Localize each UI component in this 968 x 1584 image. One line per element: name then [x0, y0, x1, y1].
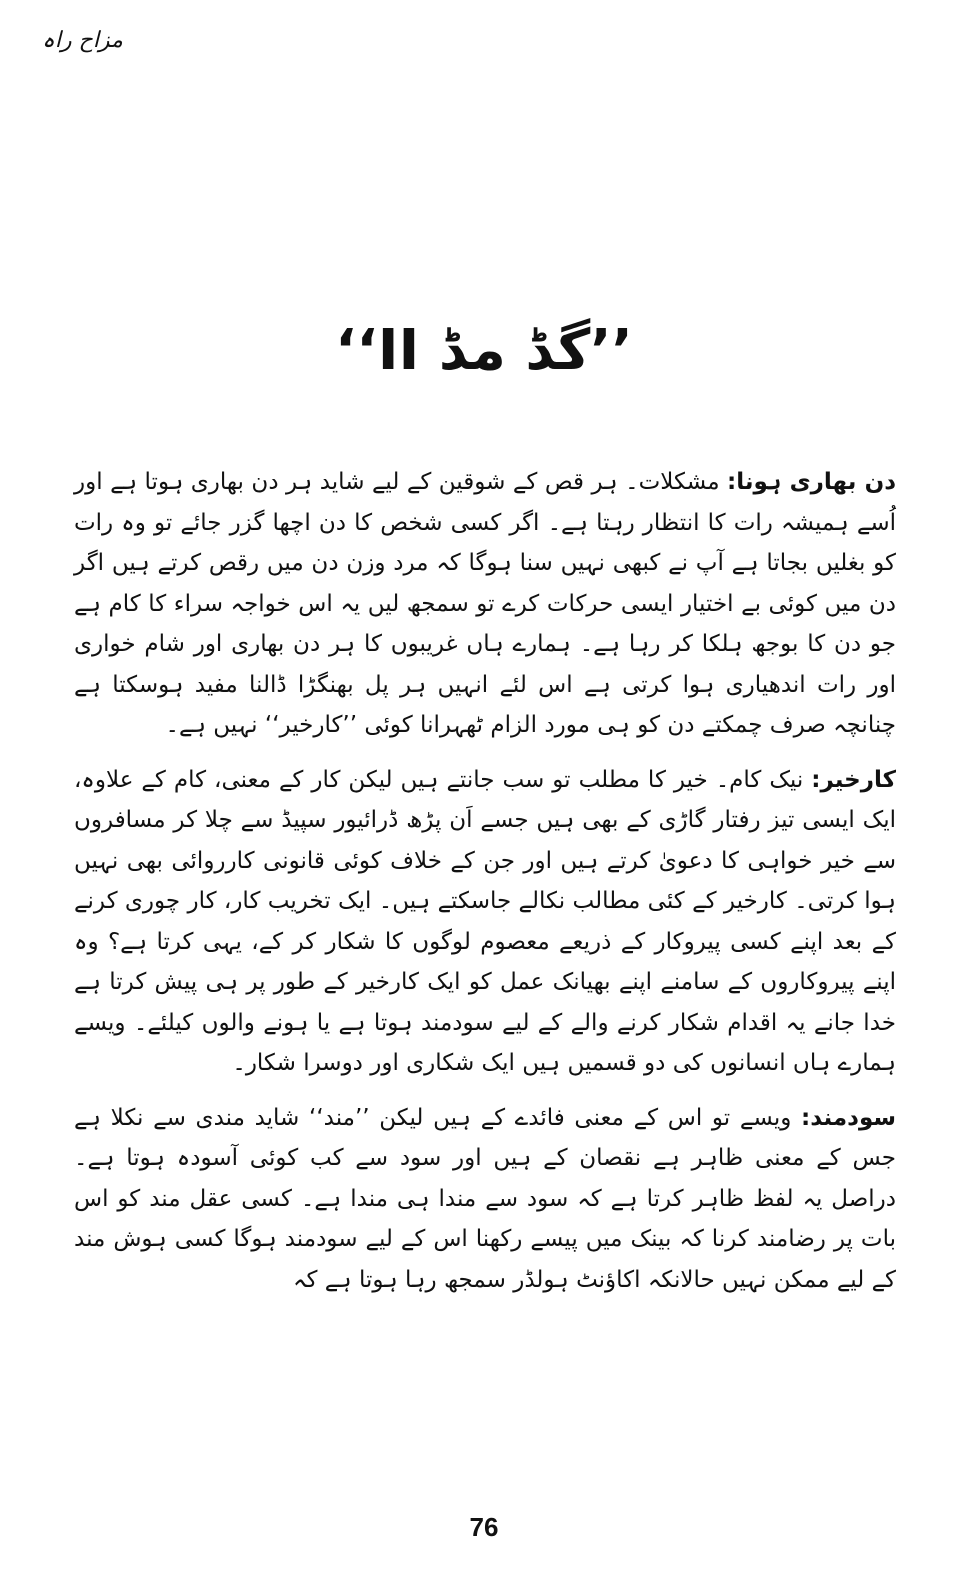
entry-text: مشکلات۔ ہر قص کے شوقین کے لیے شاید ہر دن بھاری ہوتا ہے اور اُسے ہمیشہ رات کا انتظار رہتا ہے۔ اگر کسی شخص کا دن اچھا گزر جائے تو وہ رات کو بغلیں بجاتا ہے آپ نے کبھی نہیں سنا ہوگا کہ مرد وزن دن میں رقص کرتے ہیں اگر دن میں کوئی بے اختیار ایسی حرکات کرے تو سمجھ لیں یہ اس خواجہ سراء کا کام ہے جو دن کا بوجھ ہلکا کر رہا ہے۔ ہمارے ہاں غریبوں کا ہر دن بھاری اور شام خواری اور رات اندھیاری ہوا کرتی ہے اس لئے انہیں ہر پل بھنگڑا ڈالنا مفید ہوسکتا ہے چنانچہ صرف چمکتے دن کو ہی مورد الزام ٹھہرانا کوئی ’’کارخیر‘‘ نہیں ہے۔ — [74, 469, 896, 738]
entry-term: سودمند: — [801, 1104, 897, 1131]
entry-text: ویسے تو اس کے معنی فائدے کے ہیں لیکن ’’مند‘‘ شاید مندی سے نکلا ہے جس کے معنی ظاہر ہے نقصان کے ہیں اور سود سے کب کوئی آسودہ ہوتا ہے۔ دراصل یہ لفظ ظاہر کرتا ہے کہ سود سے مندا ہی مندا ہے۔ کسی عقل مند کو اس بات پر رضامند کرنا کہ بینک میں پیسے رکھنا اس کے لیے سودمند ہوگا کسی ہوش مند کے لیے ممکن نہیں حالانکہ اکاؤنٹ ہولڈر سمجھ رہا ہوتا ہے کہ — [74, 1104, 896, 1293]
paragraph — [74, 462, 896, 746]
running-head: مزاح راہ — [42, 28, 123, 53]
paragraph — [74, 760, 896, 1084]
paragraph — [74, 1098, 896, 1301]
entry-term: دن بھاری ہونا: — [727, 469, 897, 495]
page-number: 76 — [469, 1512, 499, 1542]
body-text — [74, 462, 896, 1314]
entry-term: کارخیر: — [811, 766, 896, 793]
chapter-title: ’’گڈ مڈ II‘‘ — [335, 318, 633, 383]
entry-text: نیک کام۔ خیر کا مطلب تو سب جانتے ہیں لیکن کار کے معنی، کام کے علاوہ، ایک ایسی تیز رفتار گاڑی کے بھی ہیں جسے اَن پڑھ ڈرائیور سپیڈ سے چلا کر مسافروں سے خیر خواہی کا دعویٰ کرتے ہیں اور جن کے خلاف کوئی قانونی کارروائی بھی نہیں ہوا کرتی۔ کارخیر کے کئی مطالب نکالے جاسکتے ہیں۔ ایک تخریب کار، کار چوری کرنے کے بعد اپنے کسی پیروکار کے ذریعے معصوم لوگوں کا شکار کر کے، یہی کرتا ہے؟ وہ اپنے پیروکاروں کے سامنے اپنے بھیانک عمل کو ایک کارخیر کے طور پر ہی پیش کرتا ہے خدا جانے یہ اقدام شکار کرنے والے کے لیے سودمند ہوتا ہے یا ہونے والوں کیلئے۔ ویسے ہمارے ہاں انسانوں کی دو قسمیں ہیں ایک شکاری اور دوسرا شکار۔ — [74, 766, 896, 1076]
